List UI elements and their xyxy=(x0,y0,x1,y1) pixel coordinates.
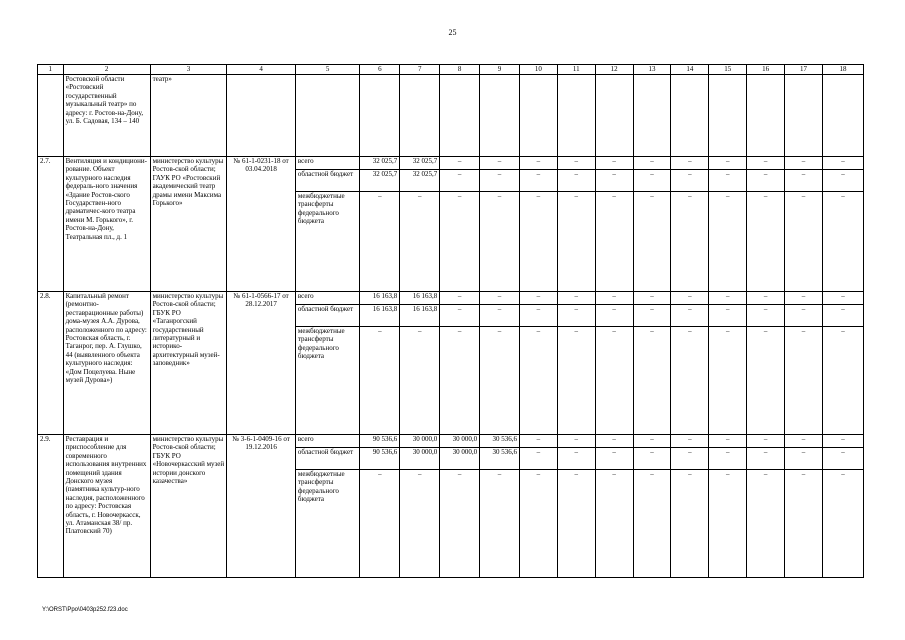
column-number-16: 16 xyxy=(747,65,785,75)
funding-source: областной бюджет xyxy=(295,170,359,192)
amount-c14: – xyxy=(671,435,709,448)
amount-c13: – xyxy=(633,192,671,292)
amount-c6: – xyxy=(360,327,400,435)
amount-c8: 30 000,0 xyxy=(440,448,480,470)
amount-c9: – xyxy=(480,305,520,327)
amount-c17: – xyxy=(785,448,823,470)
amount-c10: – xyxy=(520,435,558,448)
amount-c14: – xyxy=(671,170,709,192)
amount-c6: 90 536,6 xyxy=(360,435,400,448)
column-number-2: 2 xyxy=(63,65,150,75)
amount-c11: – xyxy=(557,192,595,292)
amount-c11: – xyxy=(557,292,595,305)
amount-c17: – xyxy=(785,435,823,448)
column-number-7: 7 xyxy=(400,65,440,75)
amount-c16: – xyxy=(747,292,785,305)
amount-c7: – xyxy=(400,327,440,435)
amount-c12: – xyxy=(595,192,633,292)
amount-c18: – xyxy=(822,327,863,435)
amount-c7: – xyxy=(400,192,440,292)
program-table xyxy=(37,64,864,578)
amount-c8: – xyxy=(440,192,480,292)
amount-c13: – xyxy=(633,327,671,435)
amount-c18: – xyxy=(822,292,863,305)
funding-source: межбюджетные трансферты федерального бюджета xyxy=(295,470,359,578)
continuation-row xyxy=(38,75,864,157)
amount-c18: – xyxy=(822,435,863,448)
item-object: Реставрация и приспособление для современного использования внутренних помещений здания Донского музея (памятника культур-ного наследия, расположенного по адресу: Ростовская область, г. Новочеркасск, ул. Атаманская 38/ пр. Платовский 70) xyxy=(63,435,150,578)
amount-c11: – xyxy=(557,157,595,170)
amount-c7: 30 000,0 xyxy=(400,448,440,470)
amount-c11: – xyxy=(557,448,595,470)
funding-source: межбюджетные трансферты федерального бюджета xyxy=(295,327,359,435)
amount-c7: 16 163,8 xyxy=(400,292,440,305)
amount-c9: – xyxy=(480,170,520,192)
column-number-row xyxy=(38,65,864,75)
amount-c12: – xyxy=(595,305,633,327)
column-number-10: 10 xyxy=(520,65,558,75)
amount-c16: – xyxy=(747,157,785,170)
column-number-11: 11 xyxy=(557,65,595,75)
amount-c10: – xyxy=(520,157,558,170)
funding-source: всего xyxy=(295,292,359,305)
column-number-6: 6 xyxy=(360,65,400,75)
amount-c12: – xyxy=(595,470,633,578)
amount-c10: – xyxy=(520,292,558,305)
amount-c8: – xyxy=(440,170,480,192)
amount-c9: – xyxy=(480,192,520,292)
amount-c13: – xyxy=(633,292,671,305)
item-customer: министерство культуры Ростов-ской области; ГБУК РО «Таганрогский государственный литературный и историко-архитектурный музей-заповедник» xyxy=(150,292,227,435)
amount-c12: – xyxy=(595,157,633,170)
amount-c17: – xyxy=(785,470,823,578)
column-number-18: 18 xyxy=(822,65,863,75)
amount-c16: – xyxy=(747,470,785,578)
amount-c14: – xyxy=(671,157,709,170)
amount-c15: – xyxy=(709,470,747,578)
funding-source: всего xyxy=(295,435,359,448)
amount-c9: 30 536,6 xyxy=(480,448,520,470)
amount-c13: – xyxy=(633,435,671,448)
column-number-1: 1 xyxy=(38,65,64,75)
amount-c16: – xyxy=(747,448,785,470)
amount-c18: – xyxy=(822,170,863,192)
item-expertise: № 3-6-1-0409-16 от 19.12.2016 xyxy=(227,435,296,578)
amount-c10: – xyxy=(520,470,558,578)
amount-c6: 16 163,8 xyxy=(360,305,400,327)
amount-c10: – xyxy=(520,170,558,192)
amount-c18: – xyxy=(822,157,863,170)
amount-c14: – xyxy=(671,292,709,305)
amount-c14: – xyxy=(671,448,709,470)
amount-c13: – xyxy=(633,170,671,192)
column-number-9: 9 xyxy=(480,65,520,75)
amount-c11: – xyxy=(557,327,595,435)
item-object: Вентиляция и кондициони-рование. Объект культурного наследия федераль-ного значения «Здание Ростов-ского Государствен-ного драматичес-кого театра имени М. Горького», г. Ростов-на-Дону, Театральная пл., д. 1 xyxy=(63,157,150,292)
amount-c15: – xyxy=(709,448,747,470)
amount-c11: – xyxy=(557,170,595,192)
amount-c16: – xyxy=(747,170,785,192)
column-number-4: 4 xyxy=(227,65,296,75)
amount-c9: – xyxy=(480,292,520,305)
amount-c12: – xyxy=(595,292,633,305)
amount-c17: – xyxy=(785,192,823,292)
amount-c9: – xyxy=(480,157,520,170)
amount-c16: – xyxy=(747,305,785,327)
item-object: Капитальный ремонт (ремонтно-реставрационные работы) дома-музея А.А. Дурова, расположенного по адресу: Ростовская область, г. Таганрог, пер. А. Глушко, 44 (выявленного объекта культурного наследия: «Дом Поцелуева. Ныне музей Дурова») xyxy=(63,292,150,435)
column-number-8: 8 xyxy=(440,65,480,75)
amount-c15: – xyxy=(709,157,747,170)
amount-c10: – xyxy=(520,327,558,435)
item-customer: министерство культуры Ростов-ской области; ГАУК РО «Ростовский академический театр драмы имени Максима Горького» xyxy=(150,157,227,292)
amount-c16: – xyxy=(747,327,785,435)
amount-c6: 16 163,8 xyxy=(360,292,400,305)
amount-c13: – xyxy=(633,157,671,170)
amount-c15: – xyxy=(709,305,747,327)
amount-c6: 90 536,6 xyxy=(360,448,400,470)
amount-c15: – xyxy=(709,435,747,448)
continuation-customer: театр» xyxy=(150,75,227,157)
amount-c14: – xyxy=(671,327,709,435)
item-row xyxy=(38,292,864,305)
amount-c9: – xyxy=(480,470,520,578)
amount-c10: – xyxy=(520,305,558,327)
amount-c11: – xyxy=(557,305,595,327)
item-number: 2.9. xyxy=(38,435,64,578)
item-row xyxy=(38,435,864,448)
amount-c10: – xyxy=(520,448,558,470)
amount-c12: – xyxy=(595,327,633,435)
column-number-5: 5 xyxy=(295,65,359,75)
amount-c10: – xyxy=(520,192,558,292)
amount-c15: – xyxy=(709,292,747,305)
amount-c17: – xyxy=(785,170,823,192)
amount-c11: – xyxy=(557,470,595,578)
amount-c17: – xyxy=(785,327,823,435)
amount-c7: – xyxy=(400,470,440,578)
amount-c6: – xyxy=(360,192,400,292)
amount-c16: – xyxy=(747,192,785,292)
amount-c14: – xyxy=(671,470,709,578)
funding-source: областной бюджет xyxy=(295,305,359,327)
item-row xyxy=(38,157,864,170)
funding-source: областной бюджет xyxy=(295,448,359,470)
amount-c14: – xyxy=(671,305,709,327)
amount-c7: 30 000,0 xyxy=(400,435,440,448)
continuation-object: Ростовской области «Ростовский государственный музыкальный театр» по адресу: г. Ростов-на-Дону, ул. Б. Садовая, 134 – 140 xyxy=(63,75,150,157)
page-number: 25 xyxy=(448,28,457,37)
item-number: 2.8. xyxy=(38,292,64,435)
amount-c13: – xyxy=(633,448,671,470)
column-number-14: 14 xyxy=(671,65,709,75)
column-number-17: 17 xyxy=(785,65,823,75)
item-number: 2.7. xyxy=(38,157,64,292)
funding-source: всего xyxy=(295,157,359,170)
amount-c18: – xyxy=(822,192,863,292)
item-customer: министерство культуры Ростов-ской области; ГБУК РО «Новочеркасский музей истории донского казачества» xyxy=(150,435,227,578)
column-number-12: 12 xyxy=(595,65,633,75)
amount-c14: – xyxy=(671,192,709,292)
amount-c7: 32 025,7 xyxy=(400,170,440,192)
column-number-3: 3 xyxy=(150,65,227,75)
amount-c8: – xyxy=(440,305,480,327)
amount-c6: 32 025,7 xyxy=(360,170,400,192)
column-number-15: 15 xyxy=(709,65,747,75)
amount-c7: 32 025,7 xyxy=(400,157,440,170)
amount-c17: – xyxy=(785,292,823,305)
amount-c18: – xyxy=(822,305,863,327)
file-path-footer: Y:\ORST\Ppo\0403p252.f23.doc xyxy=(42,607,128,613)
funding-source: межбюджетные трансферты федерального бюджета xyxy=(295,192,359,292)
amount-c7: 16 163,8 xyxy=(400,305,440,327)
amount-c12: – xyxy=(595,435,633,448)
amount-c13: – xyxy=(633,305,671,327)
amount-c17: – xyxy=(785,157,823,170)
amount-c9: 30 536,6 xyxy=(480,435,520,448)
amount-c8: – xyxy=(440,470,480,578)
amount-c13: – xyxy=(633,470,671,578)
amount-c9: – xyxy=(480,327,520,435)
amount-c18: – xyxy=(822,448,863,470)
amount-c12: – xyxy=(595,448,633,470)
amount-c16: – xyxy=(747,435,785,448)
column-number-13: 13 xyxy=(633,65,671,75)
amount-c18: – xyxy=(822,470,863,578)
item-expertise: № 61-1-0231-18 от 03.04.2018 xyxy=(227,157,296,292)
amount-c6: – xyxy=(360,470,400,578)
amount-c11: – xyxy=(557,435,595,448)
amount-c8: – xyxy=(440,157,480,170)
amount-c8: – xyxy=(440,292,480,305)
item-expertise: № 61-1-0566-17 от 28.12.2017 xyxy=(227,292,296,435)
amount-c15: – xyxy=(709,170,747,192)
amount-c15: – xyxy=(709,327,747,435)
amount-c8: – xyxy=(440,327,480,435)
amount-c12: – xyxy=(595,170,633,192)
amount-c17: – xyxy=(785,305,823,327)
amount-c6: 32 025,7 xyxy=(360,157,400,170)
amount-c15: – xyxy=(709,192,747,292)
amount-c8: 30 000,0 xyxy=(440,435,480,448)
